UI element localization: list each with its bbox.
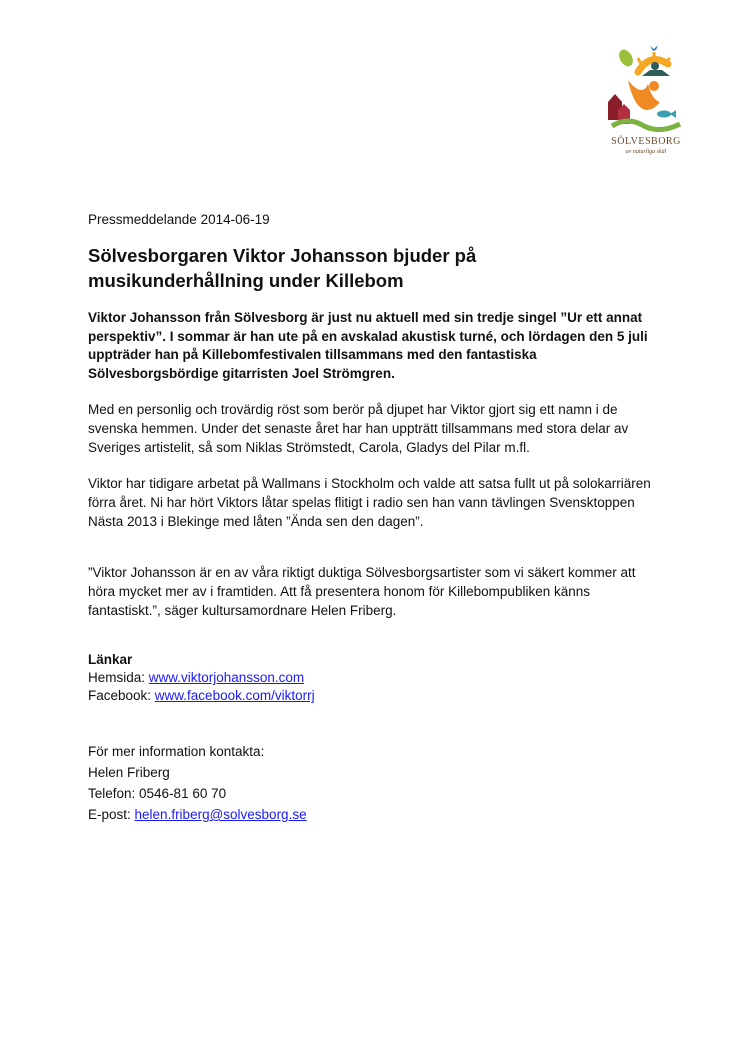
lead-paragraph: Viktor Johansson från Sölvesborg är just nu aktuell med sin tredje singel ”Ur ett annat perspektiv”. I sommar är han ute på en avskalad akustisk turné, och lördagen den 5 juli uppträder han på Killebomfestivalen tillsammans med den fantastiska Sölvesborgsbördige gitarristen Joel Strömgren. (88, 310, 648, 381)
quote-paragraph: ”Viktor Johansson är en av våra riktigt duktiga Sölvesborgsartister som vi säkert kommer att höra mycket mer av i framtiden. Att få presentera honom för Killebompubliken känns fantastiskt.”, säger kultursamordnare Helen Friberg. (88, 565, 636, 618)
body-paragraph-1: Med en personlig och trovärdig röst som berör på djupet har Viktor gjort sig ett namn i de svenska hemmen. Under det senaste året har han uppträtt tillsammans med stora delar av Sveriges artistelit, så som Niklas Strömstedt, Carola, Gladys del Pilar m.fl. (88, 402, 629, 455)
homepage-row (88, 669, 658, 687)
contact-email-row (88, 804, 658, 825)
body-paragraph-2: Viktor har tidigare arbetat på Wallmans i Stockholm och valde att satsa fullt ut på solokarriären förra året. Ni har hört Viktors låtar spelas flitigt i radio sen han vann tävlingen Svensktoppen Nästa 2013 i Blekinge med låten ”Ända sen den dagen”. (88, 476, 651, 529)
dateline: Pressmeddelande 2014-06-19 (88, 212, 270, 227)
contact-name: Helen Friberg (88, 765, 170, 780)
contact-block (88, 741, 658, 825)
page-title: Sölvesborgaren Viktor Johansson bjuder på musikunderhållning under Killebom (88, 245, 477, 291)
solvesborg-logo (598, 40, 694, 170)
homepage-label: Hemsida: (88, 670, 149, 685)
facebook-row (88, 687, 658, 705)
logo-emblem-icon (598, 40, 694, 136)
homepage-link[interactable]: www.viktorjohansson.com (148, 670, 305, 685)
email-link[interactable]: helen.friberg@solvesborg.se (134, 807, 307, 822)
logo-wordmark: SÖLVESBORG (611, 136, 681, 147)
email-label: E-post: (88, 807, 135, 822)
contact-intro: För mer information kontakta: (88, 744, 265, 759)
logo-tagline: av naturliga skäl (625, 149, 667, 155)
links-heading: Länkar (88, 652, 133, 667)
facebook-link[interactable]: www.facebook.com/viktorrj (154, 688, 315, 703)
contact-phone: Telefon: 0546-81 60 70 (88, 786, 227, 801)
press-release (88, 211, 658, 825)
facebook-label: Facebook: (88, 688, 155, 703)
